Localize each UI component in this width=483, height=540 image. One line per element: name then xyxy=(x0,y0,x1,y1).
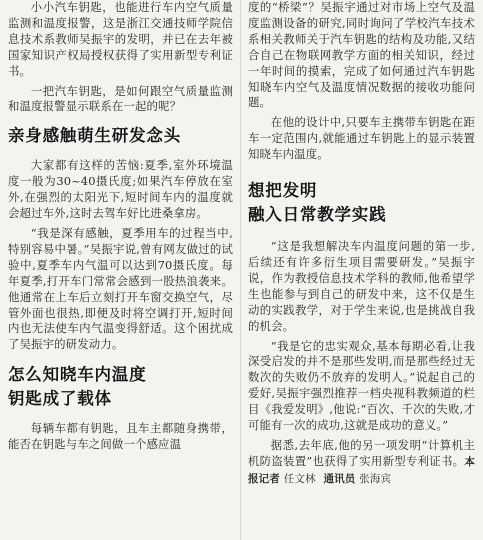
closing-paragraph xyxy=(248,438,475,488)
question-paragraph: 一把汽车钥匙，是如何跟空气质量监测和温度报警显示联系在一起的呢？ xyxy=(8,83,233,114)
reporter-label: 本报记者 xyxy=(248,455,475,485)
body-paragraph: “我是深有感触，夏季用车的过程当中,特别容易中暑。”吴振宇说,曾有网友做过的试验中,夏季车内气温可以达到70摄氏度。每年夏季,打开车门常常会感到一股热浪袭来。他通常在上车后立刻打开车窗交换空气，尽管外面也很热,即便及时将空调打开,短时间内也无法使车内气温变得舒适。这个困扰成了吴振宇的研发动力。 xyxy=(8,225,233,352)
heading-line: 想把发明 xyxy=(248,181,318,201)
body-paragraph: 大家都有这样的苦恼:夏季,室外环境温度一般为30~40摄氏度;如果汽车停放在室外,在强烈的太阳光下,短时间车内的温度就会超过车外,这时去驾车好比进桑拿房。 xyxy=(8,158,233,221)
heading-line: 融入日常教学实践 xyxy=(248,205,387,225)
correspondent-name: 张海宾 xyxy=(359,472,392,485)
body-paragraph: 每辆车都有钥匙，且车主都随身携带，能否在钥匙与车之间做一个感应温 xyxy=(8,421,233,452)
continued-paragraph: 度的“桥梁”？吴振宇通过对市场上空气及温度监测设备的研究,同时询问了学校汽车技术系相关教师关于汽车钥匙的结构及功能,又结合自己在物联网教学方面的相关知识，经过一年时间的摸索，完成了如何通过汽车钥匙知晓车内空气及温度情况数据的接收功能问题。 xyxy=(248,0,475,110)
section-heading-2 xyxy=(8,363,233,411)
right-column xyxy=(248,0,475,488)
correspondent-label: 通讯员 xyxy=(323,472,356,485)
section-heading-1: 亲身感触萌生研发念头 xyxy=(8,126,181,146)
heading-line: 钥匙成了载体 xyxy=(8,389,112,409)
intro-paragraph: 小小汽车钥匙，也能进行车内空气质量监测和温度报警，这是浙江交通技师学院信息技术系教师吴振宇的发明，并已在去年被国家知识产权局授权获得了实用新型专利证书。 xyxy=(8,0,233,78)
section-heading-3 xyxy=(248,179,475,227)
column-divider xyxy=(240,0,241,540)
body-paragraph: 在他的设计中,只要车主携带车钥匙在距车一定范围内,就能通过车钥匙上的显示装置知晓车内温度。 xyxy=(248,115,475,162)
body-paragraph: “我是它的忠实观众,基本每期必看,让我深受启发的并不是那些发明,而是那些经过无数次的失败仍不放弃的发明人。”说起自己的爱好,吴振宇强烈推荐一档央视科教频道的栏目《我爱发明》,他说:“百次、千次的失败,才可能有一次的成功,这就是成功的意义。” xyxy=(248,338,475,433)
reporter-name: 任文林 xyxy=(283,472,316,485)
body-paragraph: “这是我想解决车内温度问题的第一步,后续还有许多衍生项目需要研发。”吴振宇说，作为教授信息技术学科的教师,他希望学生也能参与到自己的研发中来，这不仅是生动的实践教学，对于学生来说,也是挑战自我的机会。 xyxy=(248,239,475,333)
heading-line: 怎么知晓车内温度 xyxy=(8,365,147,385)
left-column xyxy=(8,0,233,453)
closing-text: 据悉,去年底,他的另一项发明“计算机主机防盗装置”也获得了实用新型专利证书。 xyxy=(248,437,475,468)
